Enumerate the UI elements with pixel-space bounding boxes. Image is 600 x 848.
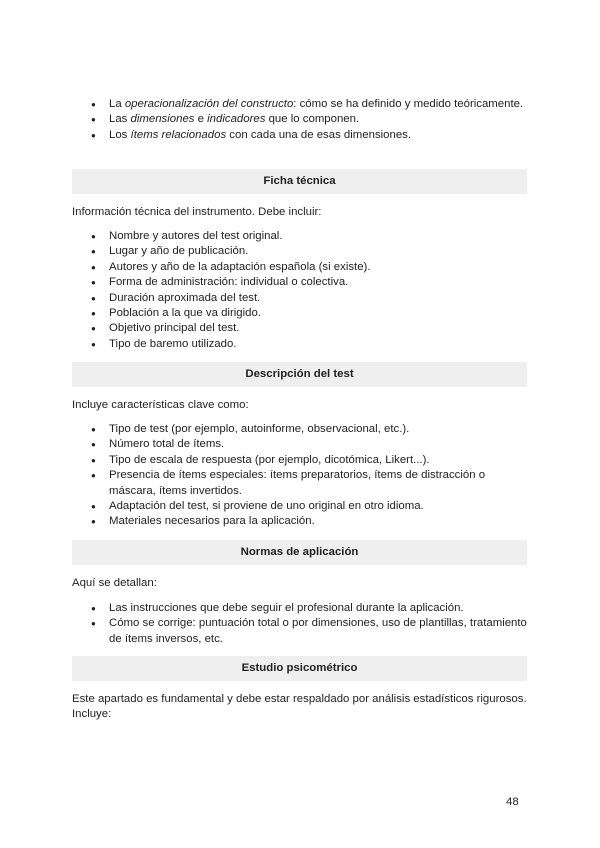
list-item: ● Número total de ítems. — [91, 437, 531, 452]
ficha-intro: Información técnica del instrumento. Debe incluir: — [72, 206, 322, 218]
list-item: ● Las dimensiones e indicadores que lo componen. — [91, 112, 531, 127]
list-item: ● Forma de administración: individual o colectiva. — [91, 275, 531, 290]
constructo-list — [91, 97, 531, 143]
list-item: ● Duración aproximada del test. — [91, 291, 531, 306]
normas-intro: Aquí se detallan: — [72, 577, 157, 589]
list-item: ● La operacionalización del constructo: cómo se ha definido y medido teóricamente. — [91, 97, 531, 112]
list-item: ● Cómo se corrige: puntuación total o por dimensiones, uso de plantillas, tratamiento de ítems inversos, etc. — [91, 616, 531, 647]
list-item: ● Presencia de ítems especiales: ítems preparatorios, ítems de distracción o máscara, ítems invertidos. — [91, 468, 531, 499]
list-item: ● Tipo de baremo utilizado. — [91, 337, 531, 352]
normas-list — [91, 601, 531, 647]
list-item: ● Autores y año de la adaptación española (si existe). — [91, 260, 531, 275]
list-item: ● Tipo de escala de respuesta (por ejemplo, dicotómica, Likert...). — [91, 453, 531, 468]
list-item: ● Adaptación del test, si proviene de uno original en otro idioma. — [91, 499, 531, 514]
list-item: ● Materiales necesarios para la aplicación. — [91, 514, 531, 529]
section-header-descripcion: Descripción del test — [72, 362, 527, 387]
section-header-estudio: Estudio psicométrico — [72, 656, 527, 681]
page-number: 48 — [506, 796, 519, 808]
descripcion-intro: Incluye características clave como: — [72, 399, 249, 411]
descripcion-list — [91, 422, 531, 530]
section-header-normas: Normas de aplicación — [72, 540, 527, 565]
ficha-list — [91, 229, 531, 352]
list-item: ● Las instrucciones que debe seguir el profesional durante la aplicación. — [91, 601, 531, 616]
list-item: ● Objetivo principal del test. — [91, 321, 531, 336]
list-item: ● Población a la que va dirigido. — [91, 306, 531, 321]
list-item: ● Nombre y autores del test original. — [91, 229, 531, 244]
section-header-ficha: Ficha técnica — [72, 169, 527, 194]
list-item: ● Los ítems relacionados con cada una de esas dimensiones. — [91, 128, 531, 143]
list-item: ● Tipo de test (por ejemplo, autoinforme, observacional, etc.). — [91, 422, 531, 437]
list-item: ● Lugar y año de publicación. — [91, 244, 531, 259]
estudio-intro: Este apartado es fundamental y debe estar respaldado por análisis estadísticos rigurosos. Incluye: — [72, 693, 527, 721]
